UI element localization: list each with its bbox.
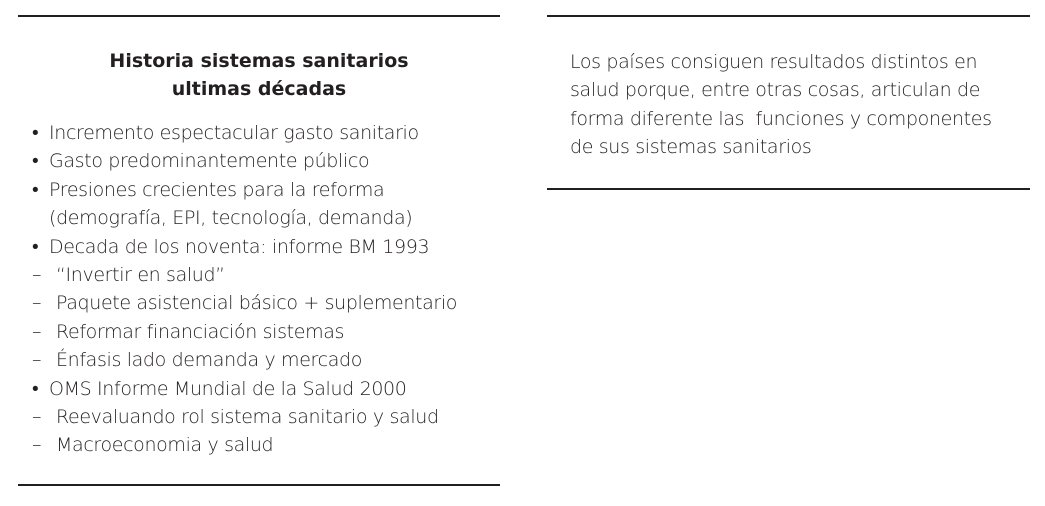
dash-marker: – <box>32 434 42 457</box>
list-item-text: Presiones crecientes para la reforma <box>49 178 385 201</box>
left-panel-title <box>18 47 500 103</box>
list-item-text: Reformar financiación sistemas <box>56 320 345 343</box>
dash-marker: – <box>32 406 42 429</box>
list-item-bullet <box>32 375 502 403</box>
list-item-text: Incremento espectacular gasto sanitario <box>49 122 419 144</box>
list-item-text: Macroeconomia y salud <box>56 434 274 457</box>
title-line-2: ultimas décadas <box>171 78 347 100</box>
list-item-dash <box>32 346 502 374</box>
list-item-bullet <box>32 233 502 261</box>
list-item-dash <box>32 431 502 459</box>
paragraph-line: Los países consiguen resultados distintos en <box>570 51 978 73</box>
list-item-text: OMS Informe Mundial de la Salud 2000 <box>49 377 407 400</box>
paragraph-line: forma diferente las funciones y componentes <box>570 107 992 130</box>
list-item-text: Énfasis lado demanda y mercado <box>56 349 362 372</box>
list-item-text: Reevaluando rol sistema sanitario y salud <box>56 406 439 429</box>
bullet-marker: • <box>32 122 39 144</box>
bullet-marker: • <box>32 178 39 201</box>
right-top-rule <box>547 15 1030 17</box>
paragraph-line: salud porque, entre otras cosas, articulan de <box>570 79 981 102</box>
list-item-dash <box>32 403 502 431</box>
list-item-text: (demografía, EPI, tecnología, demanda) <box>49 207 413 230</box>
list-item-dash <box>32 261 502 289</box>
list-item-text: “Invertir en salud” <box>56 264 225 287</box>
left-bottom-rule <box>18 484 500 486</box>
list-item-dash <box>32 289 502 317</box>
right-bottom-rule <box>547 188 1030 190</box>
dash-marker: – <box>32 349 42 372</box>
list-item-text: Decada de los noventa: informe BM 1993 <box>49 235 430 258</box>
list-item-dash <box>32 318 502 346</box>
dash-marker: – <box>32 320 42 343</box>
left-top-rule <box>18 15 500 17</box>
title-line-1: Historia sistemas sanitarios <box>109 50 409 72</box>
bullet-marker: • <box>32 150 39 173</box>
list-item-bullet <box>32 176 502 204</box>
dash-marker: – <box>32 292 42 315</box>
paragraph-line: de sus sistemas sanitarios <box>570 136 812 159</box>
history-list <box>32 119 502 460</box>
bullet-marker: • <box>32 235 39 258</box>
list-item-bullet <box>32 147 502 175</box>
list-item-bullet <box>32 119 502 147</box>
list-item-continuation <box>32 204 502 232</box>
right-panel-paragraph <box>570 48 1020 162</box>
dash-marker: – <box>32 264 42 287</box>
list-item-text: Gasto predominantemente público <box>49 150 370 173</box>
list-item-text: Paquete asistencial básico + suplementario <box>56 292 458 315</box>
bullet-marker: • <box>32 377 39 400</box>
